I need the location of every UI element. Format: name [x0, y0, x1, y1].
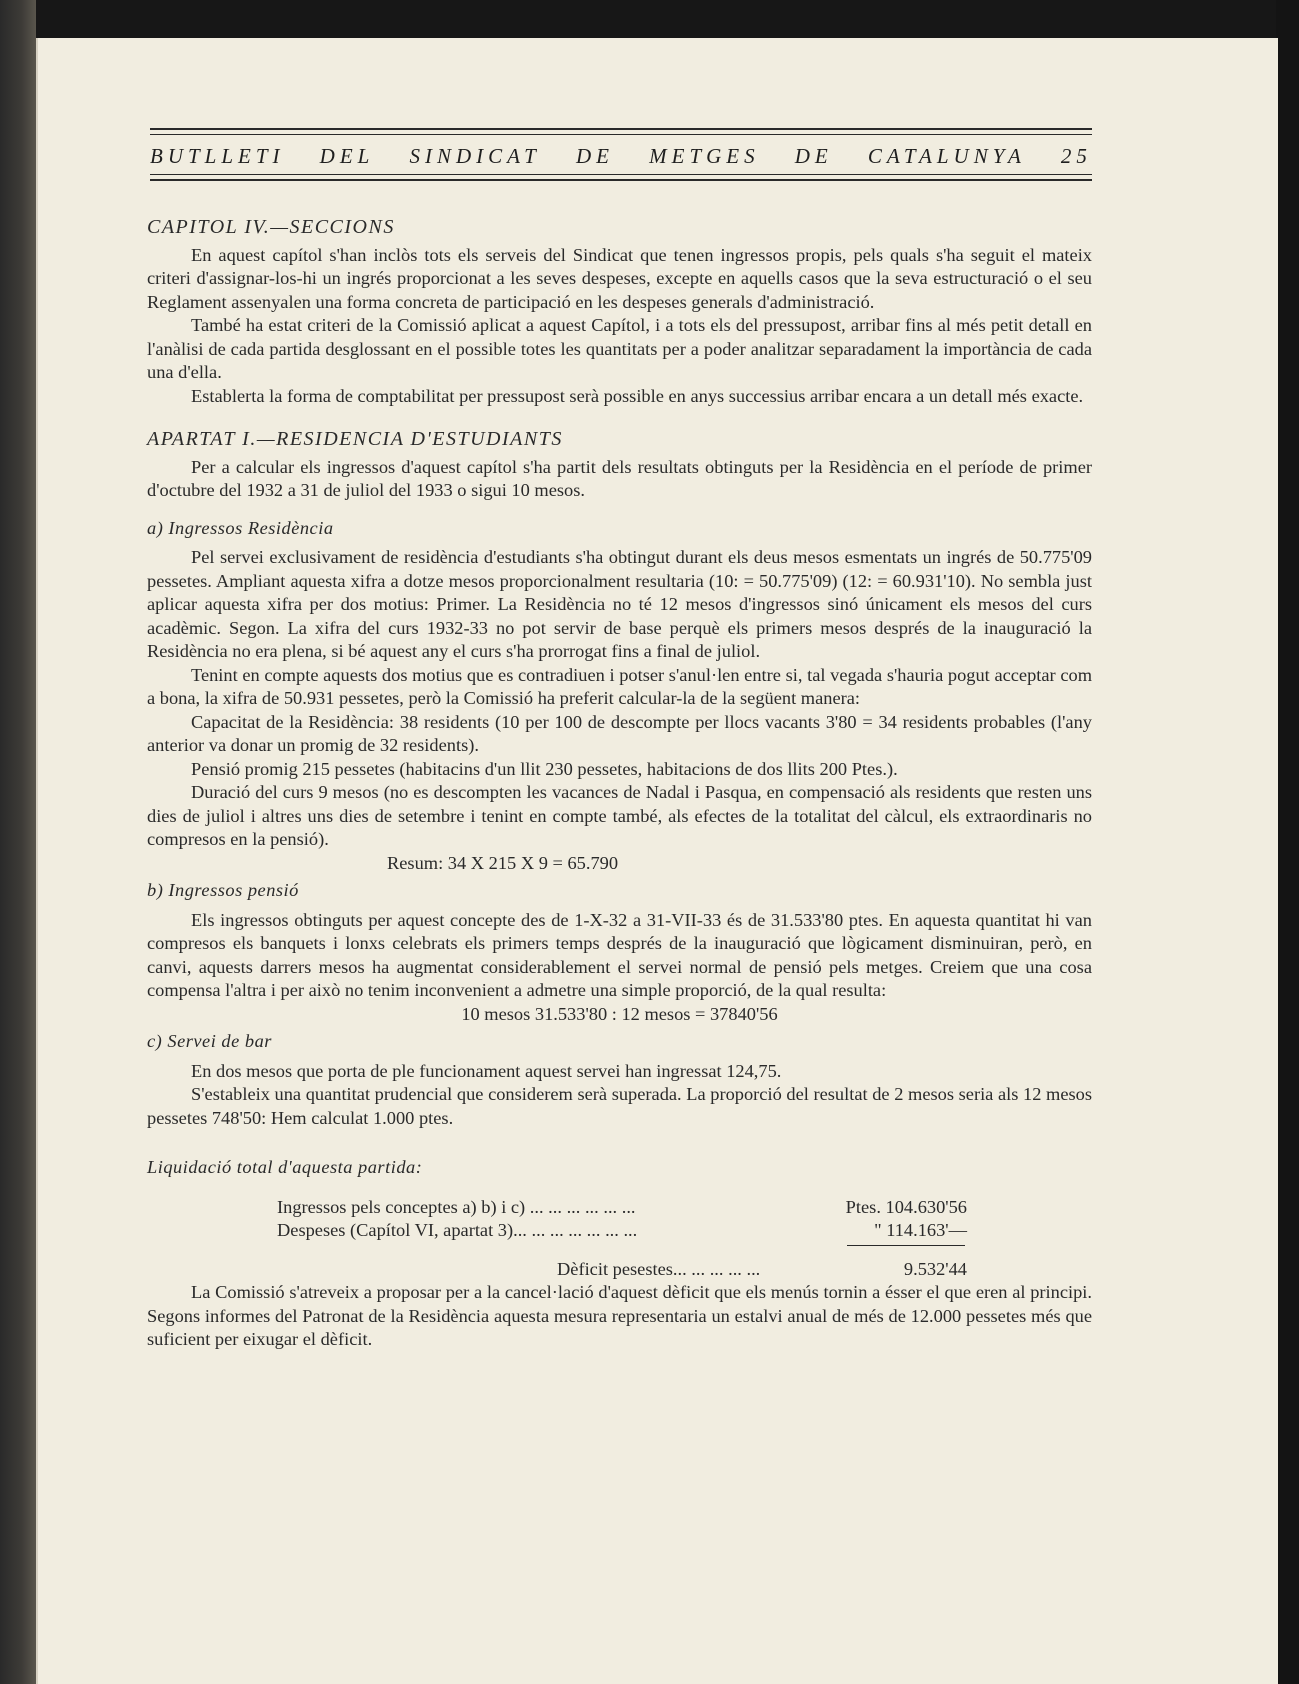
paragraph: Duració del curs 9 mesos (no es descompten les vacances de Nadal i Pasqua, en compensació als residents que resten uns dies de juliol i altres uns dies de setembre i tenint en compte també, als efectes de la totalitat del càlcul, els extraordinaris no compresos en la pensió).: [147, 782, 1092, 849]
header-word: DE: [794, 144, 833, 168]
paragraph: En aquest capítol s'han inclòs tots els serveis del Sindicat que tenen ingressos propis, pels quals s'ha seguit el mateix criteri d'assignar-los-hi un ingrés proporcionat a les seves despeses, excepte en aquells casos que la seva estructuració o el seu Reglament assenyalen una forma concreta de participació en les despeses generals d'administració.: [147, 244, 1092, 312]
scan-border-right: [1276, 0, 1299, 1684]
deficit-amount: 9.532'44: [903, 1258, 967, 1279]
conclusion-paragraph: La Comissió s'atreveix a proposar per a la cancel·lació d'aquest dèficit que els menús tornin a ésser el que eren al principi. Segons informes del Patronat de la Residència aquesta mesura representaria un estalvi anual de més de 12.000 pessetes més que suficient per eixugar el dèficit.: [147, 1282, 1092, 1349]
header-word: SINDICAT: [409, 144, 541, 168]
paragraph: Per a calcular els ingressos d'aquest capítol s'ha partit dels resultats obtinguts per la Residència en el període de primer d'octubre del 1932 a 31 de juliol del 1933 o sigui 10 mesos.: [147, 456, 1092, 500]
chapter-title: CAPITOL IV.—SECCIONS: [147, 216, 395, 238]
row-amount: Ptes. 104.630'56: [845, 1196, 967, 1217]
paragraph: En dos mesos que porta de ple funcionament aquest servei han ingressat 124,75.: [191, 1060, 782, 1081]
pension-formula: 10 mesos 31.533'80 : 12 mesos = 37840'56: [461, 1003, 778, 1024]
section-title: APARTAT I.—RESIDENCIA D'ESTUDIANTS: [147, 428, 563, 450]
running-header: [150, 144, 1092, 169]
row-amount: " 114.163'—: [874, 1220, 967, 1240]
paragraph: Tenint en compte aquests dos motius que es contradiuen i potser s'anul·len entre si, tal vegada s'hauria pogut acceptar com a bona, la xifra de 50.931 pessetes, però la Comissió ha preferit calcular-la de la següent manera:: [147, 664, 1092, 708]
sum-rule: [847, 1245, 965, 1246]
header-rule-bottom: [150, 179, 1092, 181]
header-rule-bottom-thin: [150, 174, 1092, 175]
liquidation-row: [277, 1196, 967, 1220]
row-label: Ingressos pels conceptes a) b) i c) ... ... ... ... ... ...: [277, 1196, 636, 1217]
row-label: Despeses (Capítol VI, apartat 3)... ... ... ... ... ... ...: [277, 1220, 638, 1240]
paragraph: S'estableix una quantitat prudencial que considerem serà superada. La proporció del resultat de 2 mesos seria als 12 mesos pessetes 748'50: Hem calculat 1.000 ptes.: [147, 1084, 1092, 1128]
paragraph: Els ingressos obtinguts per aquest concepte des de 1-X-32 a 31-VII-33 és de 31.533'80 ptes. En aquesta quantitat hi van compresos els banquets i lonxs celebrats els primers temps després de la inauguració que lògicament disminuiran, però, en canvi, aquests darrers mesos ha augmentat considerablement el servei normal de pensió pels metges. Creiem que una cosa compensa l'altra i per això no tenim inconvenient a admetre una simple proporció, de la qual resulta:: [147, 909, 1092, 1000]
liquidation-row: [277, 1219, 967, 1243]
paragraph: També ha estat criteri de la Comissió aplicat a aquest Capítol, i a tots els del pressupost, arribar fins al més petit detall en l'anàlisi de cada partida desglossant en el possible totes les quantitats per a poder analitzar separadament la importància de cada una d'ella.: [147, 315, 1092, 382]
subsection-b-label: b) Ingressos pensió: [147, 880, 299, 900]
scan-border-left: [0, 0, 36, 1684]
liquidation-table: [277, 1196, 967, 1243]
subsection-a-label: a) Ingressos Residència: [147, 517, 334, 538]
header-rule-top-thin: [150, 134, 1092, 135]
scan-border-top: [0, 0, 1299, 38]
header-word: DEL: [319, 144, 375, 168]
header-rule-top: [150, 128, 1092, 130]
page-number: 25: [1060, 144, 1092, 168]
liquidation-title: Liquidació total d'aquesta partida:: [147, 1157, 423, 1177]
paragraph: Capacitat de la Residència: 38 residents (10 per 100 de descompte per llocs vacants 3'80 = 34 residents probables (l'any anterior va donar un promig de 32 residents).: [147, 711, 1092, 755]
deficit-row: [557, 1258, 967, 1282]
deficit-label: Dèficit pesestes... ... ... ... ...: [557, 1258, 761, 1279]
header-word: DE: [576, 144, 614, 168]
paragraph: Establerta la forma de comptabilitat per pressupost serà possible en anys successius arribar encara a un detall més exacte.: [191, 385, 1084, 406]
paragraph: Pel servei exclusivament de residència d'estudiants s'ha obtingut durant els deus mesos esmentats un ingrés de 50.775'09 pessetes. Ampliant aquesta xifra a dotze mesos proporcionalment resultaria (10: = 50.775'09) (12: = 60.931'10). No sembla just aplicar aquesta xifra per dos motius: Primer. La Residència no té 12 mesos d'ingressos sinó únicament els mesos del curs acadèmic. Segon. La xifra del curs 1932-33 no pot servir de base perquè els primers mesos després de la inauguració la Residència no era plena, si bé aquest any el curs s'ha prorrogat fins a final de juliol.: [147, 547, 1092, 661]
header-word: METGES: [649, 144, 760, 168]
document-body: [147, 216, 1092, 1352]
subsection-c-label: c) Servei de bar: [147, 1031, 272, 1051]
paragraph: Pensió promig 215 pessetes (habitacins d'un llit 230 pessetes, habitacions de dos llits 200 Ptes.).: [191, 758, 898, 779]
header-word: CATALUNYA: [867, 144, 1026, 168]
resum-formula: Resum: 34 X 215 X 9 = 65.790: [387, 852, 619, 873]
header-word: BUTLLETI: [150, 144, 285, 168]
